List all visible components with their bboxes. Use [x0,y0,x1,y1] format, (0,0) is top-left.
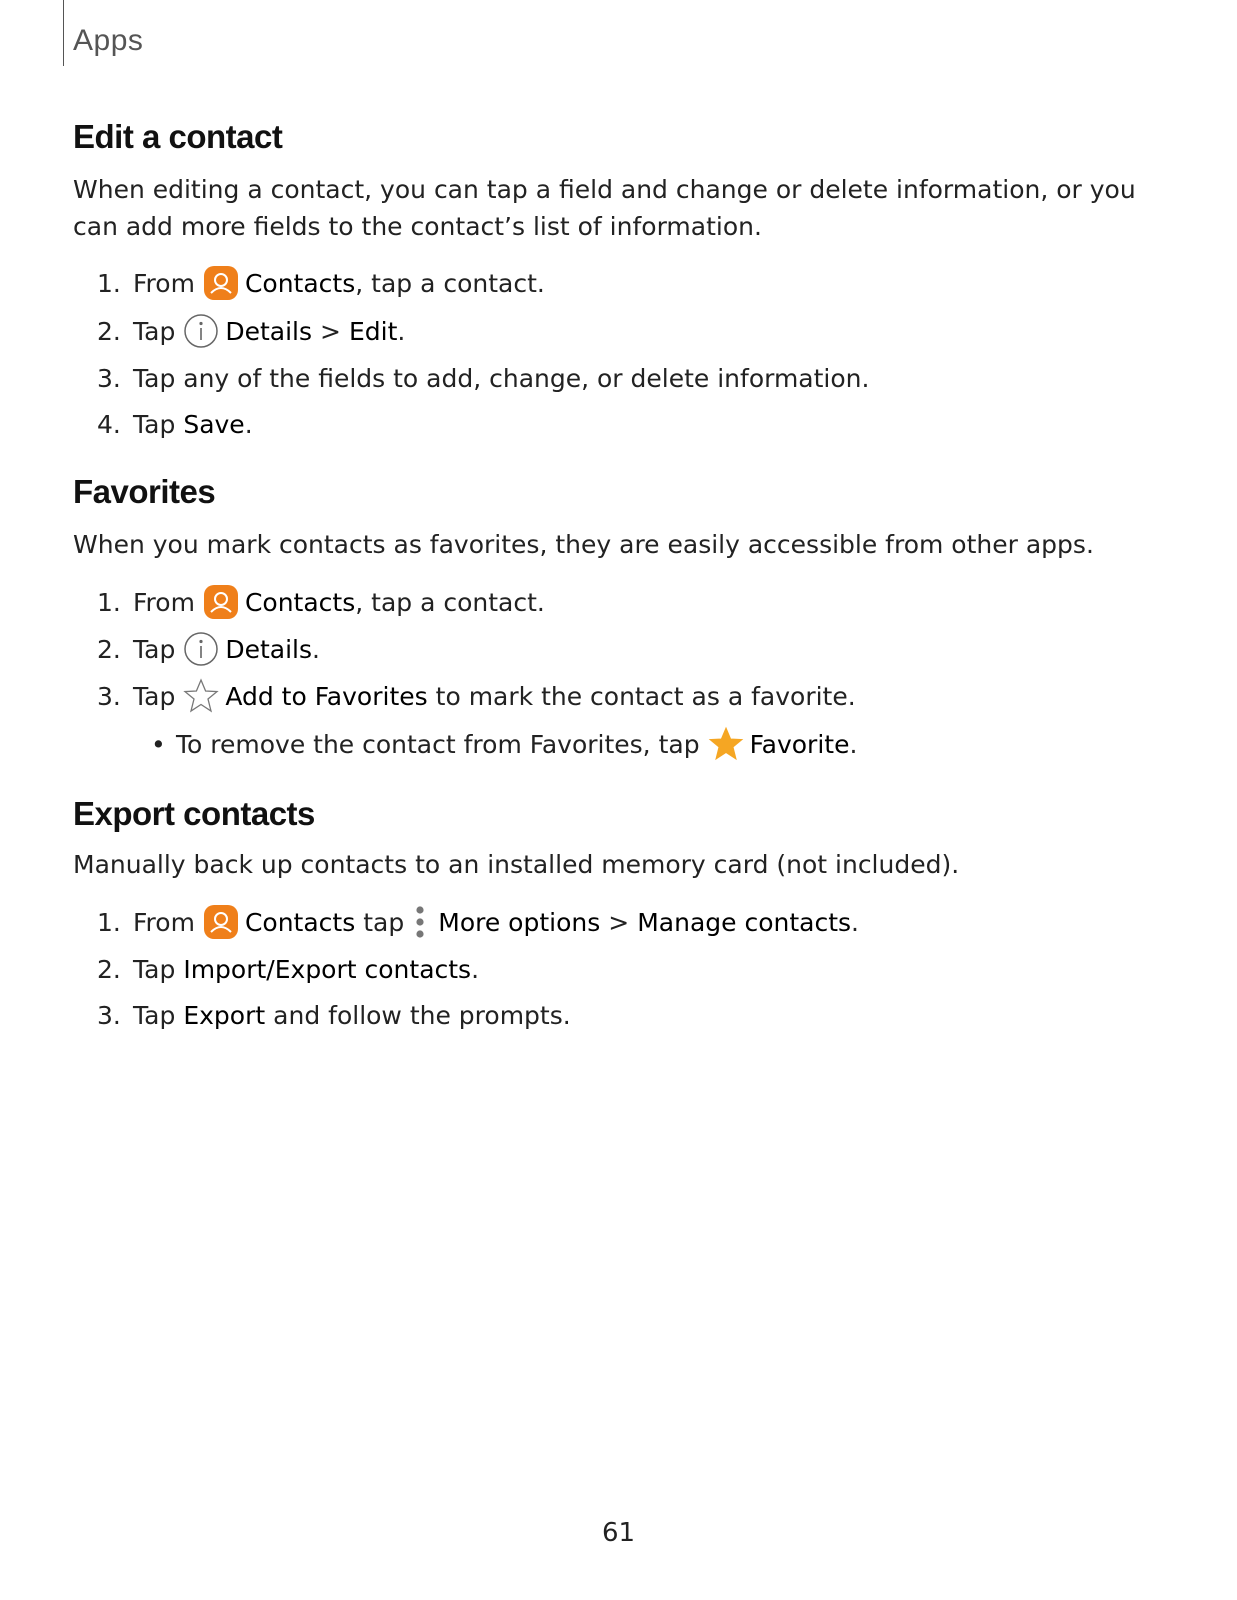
step-emphasis: Edit [348,316,398,346]
step-number: 2. [97,634,121,664]
chevron-separator: > [320,316,341,346]
step-text: . [471,954,480,984]
step-number: 3. [97,363,121,393]
edit-contact-intro-line2: can add more fields to the contact’s list of information. [73,212,762,241]
step-number: 3. [97,681,121,711]
export-contacts-intro: Manually back up contacts to an installed memory card (not included). [73,850,960,879]
step-text: and follow the prompts. [273,1000,571,1030]
chevron-separator: > [608,907,630,937]
favorites-intro: When you mark contacts as favorites, they are easily accessible from other apps. [73,530,1094,559]
step-text: . [851,907,859,937]
step-number: 1. [97,907,121,937]
step-emphasis: Details [225,316,312,346]
export-contacts-section [73,0,1173,1060]
step-text: From [133,907,195,937]
step-text: . [312,634,320,664]
step-number: 2. [97,316,121,346]
step-emphasis: Contacts [244,268,356,298]
step-text: . [244,409,253,439]
step-text: tap [363,907,405,937]
step-text: Tap [133,954,176,984]
step-text: From [133,587,195,617]
step-emphasis: Favorite [749,729,850,759]
step-emphasis: Save [183,409,245,439]
step-emphasis: Export [183,1000,266,1030]
step-text: . [849,729,858,759]
section-header: Apps [73,24,144,57]
step-emphasis: Details [225,634,312,664]
step-text: To remove the contact from Favorites, tap [176,729,700,759]
step-emphasis: Add to Favorites [225,681,428,711]
step-body [133,955,479,984]
step-body [133,1001,571,1030]
favorites-title: Favorites [73,473,216,510]
step-text: Tap [133,316,176,346]
page-number: 61 [601,1518,636,1548]
step-text: From [133,268,195,298]
step-text: Tap [133,681,176,711]
step-number: 3. [97,1000,121,1030]
step-number: 1. [97,587,121,617]
step-text: . [397,316,406,346]
header-rule [63,0,64,66]
step-emphasis: Contacts [244,587,356,617]
step-emphasis: Import/Export contacts [183,954,472,984]
step-text: Tap [133,409,176,439]
export-contacts-title: Export contacts [73,795,315,832]
step-text: , tap a contact. [355,587,545,617]
edit-contact-title: Edit a contact [73,118,283,155]
step-emphasis: More options [438,907,601,937]
step-emphasis: Contacts [244,907,356,937]
step-text: to mark the contact as a favorite. [435,681,856,711]
more-options-icon [410,904,430,940]
step-number: 1. [97,268,121,298]
step-text: Tap [133,1000,176,1030]
step-text: Tap any of the fields to add, change, or delete information. [133,363,870,393]
step-number: 4. [97,409,121,439]
step-emphasis: Manage contacts [637,907,852,937]
bullet-mark: • [151,729,166,759]
contacts-icon [203,904,239,940]
step-text: Tap [133,634,176,664]
step-text: , tap a contact. [355,268,545,298]
step-body [133,904,859,940]
step-number: 2. [97,954,121,984]
edit-contact-intro-line1: When editing a contact, you can tap a field and change or delete information, or you [73,175,1136,204]
